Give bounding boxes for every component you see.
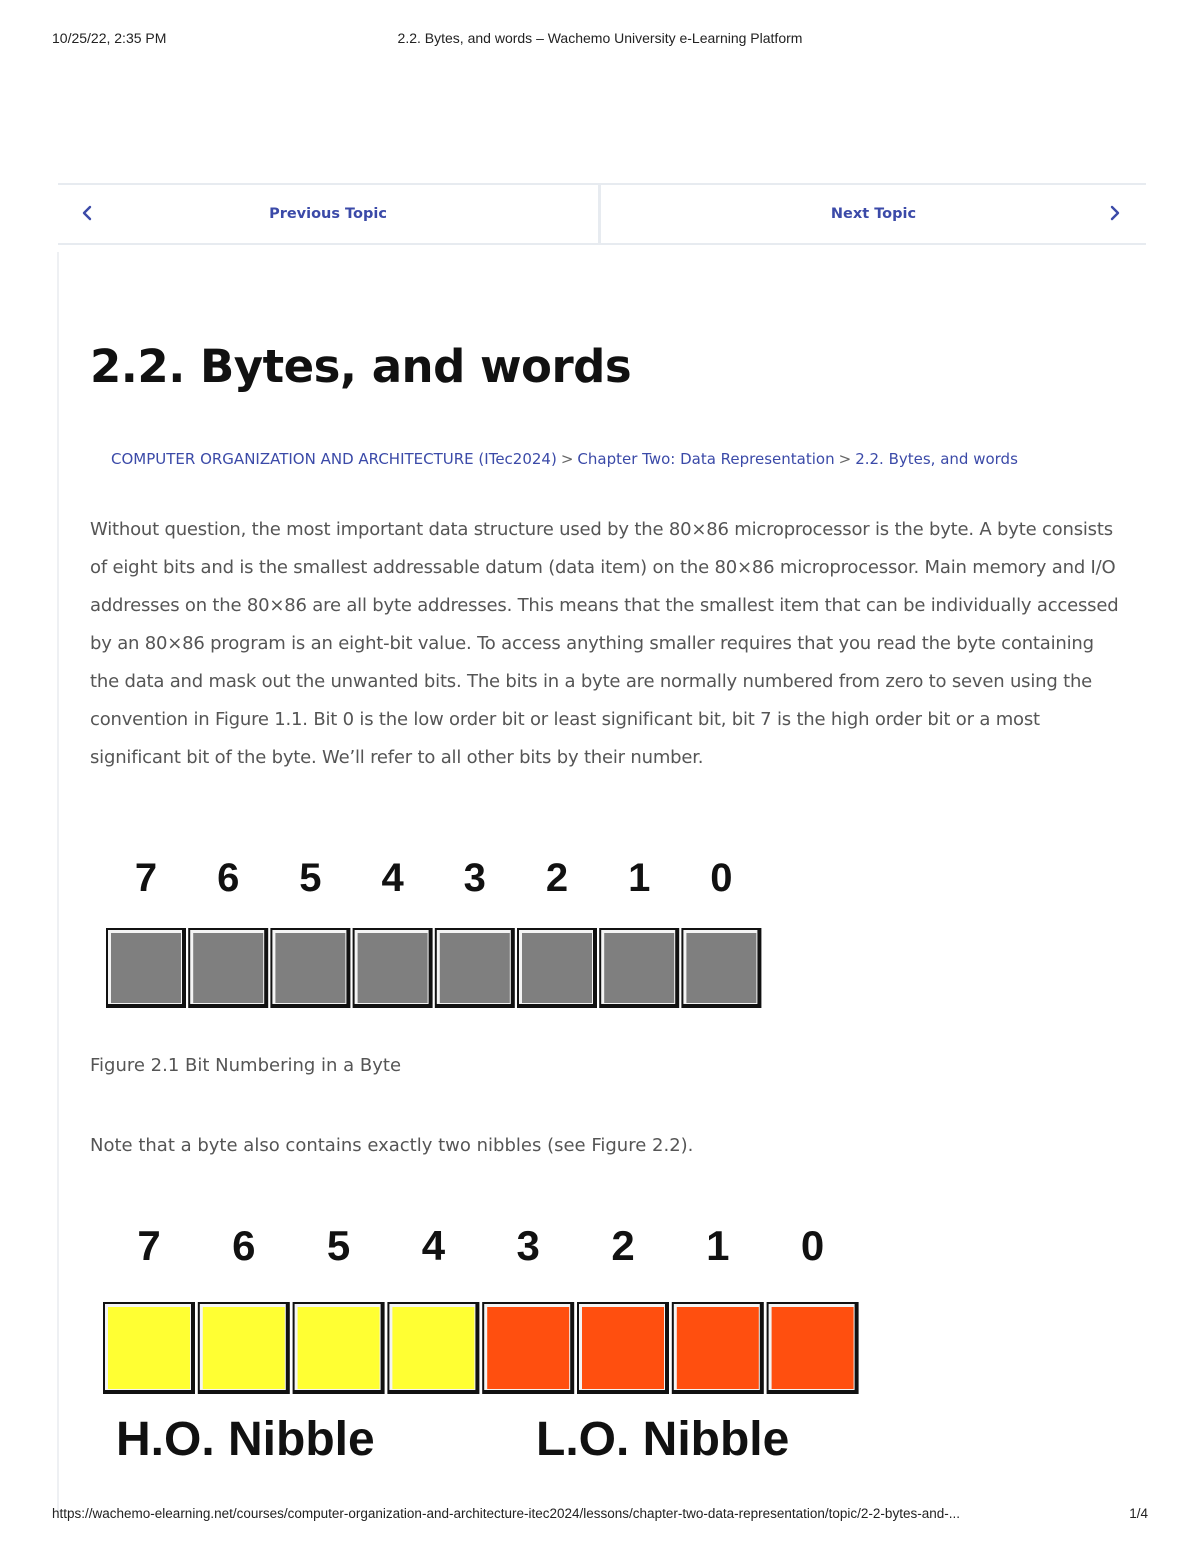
nibble-bit-label: 5: [326, 1222, 351, 1269]
nibble-bit-cell: [198, 1302, 290, 1394]
nibble-bit-cell: [577, 1302, 669, 1394]
intro-paragraph: Without question, the most important data structure used by the 80×86 microprocessor is the byte. A byte consists of eight bits and is the smallest addressable datum (data item) on the 80×86 microprocessor. Main memory and I/O addresses on the 80×86 are all byte addresses. This means that the smallest item that can be individually accessed by an 80×86 program is an eight-bit value. To access anything smaller requires that you read the byte containing the data and mask out the unwanted bits. The bits in a byte are normally numbered from zero to seven using the convention in Figure 1.1. Bit 0 is the low order bit or least significant bit, bit 7 is the high order bit or a most significant bit of the byte. We’ll refer to all other bits by their number.: [90, 519, 1119, 768]
next-topic-button[interactable]: [601, 185, 1146, 243]
bit-cell: [106, 928, 186, 1008]
print-header: [52, 30, 1148, 50]
bit-cell: [270, 928, 350, 1008]
nibble-bit-cell: [293, 1302, 385, 1394]
nibble-bit-label: 7: [137, 1222, 161, 1269]
figure-1-caption: Figure 2.1 Bit Numbering in a Byte: [90, 1055, 402, 1076]
breadcrumb-item-course[interactable]: COMPUTER ORGANIZATION AND ARCHITECTURE (ITec2024): [111, 450, 557, 468]
print-footer: [52, 1506, 1148, 1521]
content-left-border: [57, 252, 59, 1512]
nibble-bit-label: 1: [706, 1222, 730, 1269]
nibble-bit-label: 4: [421, 1222, 446, 1269]
nibbles-paragraph: Note that a byte also contains exactly two nibbles (see Figure 2.2).: [90, 1135, 694, 1156]
bit-label: 2: [545, 856, 569, 900]
chevron-right-icon: [1104, 203, 1124, 223]
print-page-number: 1/4: [1129, 1506, 1148, 1521]
nibble-bit-label: 0: [800, 1222, 825, 1269]
print-title: 2.2. Bytes, and words – Wachemo University e-Learning Platform: [397, 30, 803, 46]
page-title: 2.2. Bytes, and words: [90, 340, 632, 393]
bit-cell: [435, 928, 515, 1008]
nibble-bit-cell: [387, 1302, 479, 1394]
previous-topic-label: Previous Topic: [269, 206, 387, 222]
bit-cell: [599, 928, 679, 1008]
bit-label: 6: [217, 856, 240, 900]
low-order-nibble-label: L.O. Nibble: [536, 1413, 790, 1466]
nibble-bit-cell: [672, 1302, 764, 1394]
nibble-bit-label: 6: [232, 1222, 256, 1269]
bit-label: 1: [628, 856, 651, 900]
bit-cell: [188, 928, 268, 1008]
breadcrumb-item-chapter[interactable]: Chapter Two: Data Representation: [577, 450, 835, 468]
nibble-bit-cell: [103, 1302, 195, 1394]
breadcrumb-separator: >: [560, 450, 574, 468]
nibble-bit-label: 2: [611, 1222, 635, 1269]
bit-cell: [681, 928, 761, 1008]
previous-topic-button[interactable]: [58, 185, 598, 243]
bit-cell: [517, 928, 597, 1008]
high-order-nibble-label: H.O. Nibble: [116, 1413, 375, 1466]
bit-label: 7: [134, 856, 158, 900]
breadcrumb: [111, 450, 1018, 468]
nibble-bit-label: 3: [516, 1222, 540, 1269]
next-topic-label: Next Topic: [830, 206, 917, 222]
breadcrumb-item-topic[interactable]: 2.2. Bytes, and words: [855, 450, 1018, 468]
print-url: https://wachemo-elearning.net/courses/computer-organization-and-architecture-itec2024/lessons/chapter-two-data-representation/topic/2-2-bytes-and-...: [52, 1506, 960, 1521]
breadcrumb-separator: >: [838, 450, 852, 468]
print-date: 10/25/22, 2:35 PM: [52, 30, 167, 46]
bit-label: 5: [299, 856, 322, 900]
nibble-bit-cell: [482, 1302, 574, 1394]
bit-label: 0: [710, 856, 733, 900]
bit-cell: [353, 928, 433, 1008]
nibble-bit-cell: [767, 1302, 859, 1394]
bit-label: 3: [463, 856, 486, 900]
topic-navigation: [58, 183, 1146, 245]
bit-label: 4: [381, 856, 404, 900]
